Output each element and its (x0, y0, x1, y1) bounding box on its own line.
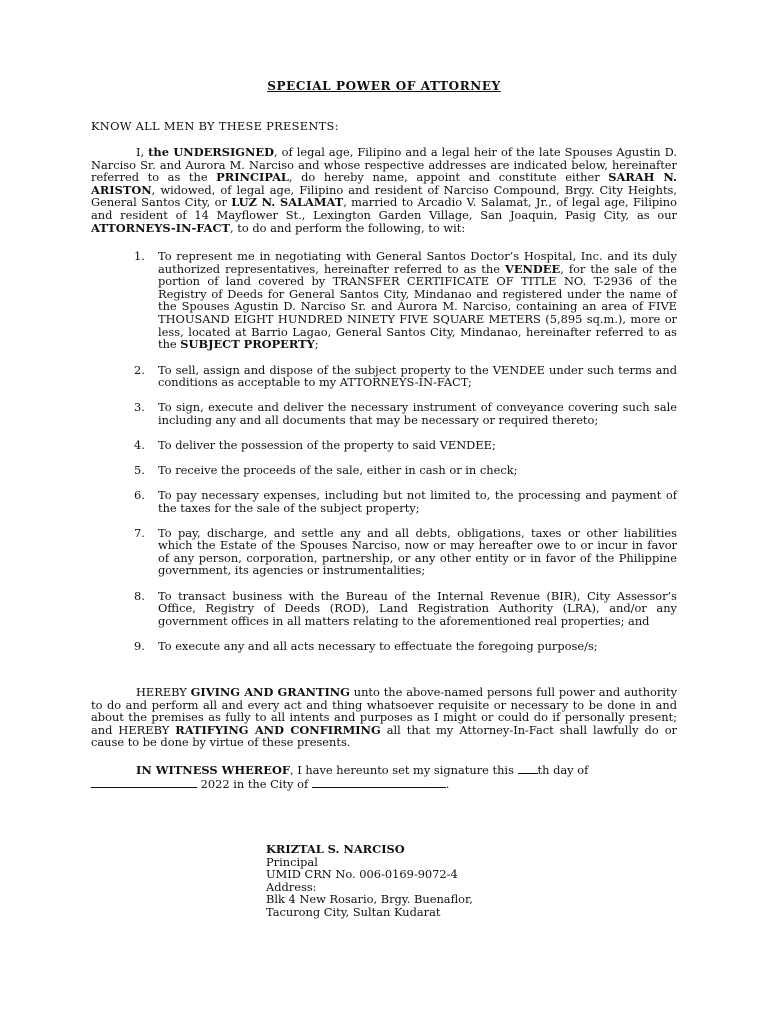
intro-text-2: , of legal age, Filipino and a legal heir of the late Spouses Agustin D. Narciso Sr. and Aurora M. Narciso and whose respective addresses are indicated below, hereinafter referred to as the (91, 145, 678, 185)
intro-principal: PRINCIPAL (216, 170, 289, 185)
signatory-name: KRIZTAL S. NARCISO (266, 842, 405, 856)
item-number: 7. (134, 525, 145, 540)
item-text: To deliver the possession of the property to said VENDEE; (158, 438, 496, 453)
hereby-ratifying-confirming: RATIFYING AND CONFIRMING (175, 722, 381, 737)
signatory-umid: UMID CRN No. 006-0169-9072-4 (266, 867, 458, 882)
item-text: To execute any and all acts necessary to effectuate the foregoing purpose/s; (158, 638, 598, 653)
intro-text-3: , do hereby name, appoint and constitute either (288, 170, 609, 185)
intro-paragraph (91, 146, 677, 234)
month-blank (91, 777, 197, 788)
hereby-paragraph (91, 686, 677, 749)
witness-text-3: 2022 in the City of (197, 776, 312, 791)
item-number: 1. (134, 249, 145, 263)
hereby-giving-granting: GIVING AND GRANTING (190, 685, 350, 699)
list-item (134, 590, 677, 628)
list-item (134, 464, 677, 477)
witness-text-2: th day of (537, 763, 589, 777)
item-text: To sell, assign and dispose of the subject property to the VENDEE under such terms and conditions as acceptable to my ATTORNEYS-IN-FACT; (158, 362, 677, 390)
hereby-text-1: HEREBY (136, 685, 191, 699)
item-1-vendee: VENDEE (505, 261, 561, 276)
day-blank (518, 763, 538, 774)
hereby-text-3: all that my Attorney-In-Fact shall lawfully do or cause to be done by virtue of these presents. (91, 722, 677, 750)
list-item (134, 250, 677, 351)
intro-luz: LUZ N. SALAMAT (231, 195, 344, 210)
powers-list (134, 250, 677, 652)
item-number: 4. (134, 438, 145, 453)
witness-lead: IN WITNESS WHEREOF (136, 763, 290, 777)
document-title: SPECIAL POWER OF ATTORNEY (267, 79, 501, 93)
item-number: 2. (134, 362, 145, 377)
list-item (134, 439, 677, 452)
intro-sarah: SARAH N. ARISTON (91, 170, 677, 197)
city-blank (312, 777, 446, 788)
item-text: To transact business with the Bureau of the Internal Revenue (BIR), City Assessor’s Office, Registry of Deeds (ROD), Land Registration Authority (LRA), and/or any government offices in all matters relating to the aforementioned real properties; and (158, 588, 677, 629)
item-text: To receive the proceeds of the sale, either in cash or in check; (158, 462, 518, 477)
list-item (134, 640, 677, 653)
list-item (134, 364, 677, 389)
item-1-text-c: , for the sale of the portion of land covered by TRANSFER CERTIFICATE OF TITLE NO. T-2936 of the Registry of Deeds for General Santos City, Mindanao and registered under the name of the Spouses Agustin D. Narciso Sr. and Aurora M. Narciso, containing an area of FIVE THOUSAND EIGHT HUNDRED NINETY FIVE SQUARE METERS (5,895 sq.m.), more or less, located at Barrio Lagao, General Santos City, Mindanao, hereinafter referred to as the (158, 261, 677, 352)
list-item (134, 527, 677, 577)
item-1-subject-property: SUBJECT PROPERTY (180, 337, 315, 352)
item-1-text-a: To represent me in negotiating with General Santos Doctor’s Hospital, Inc. and its duly authorized representatives, hereinafter referred to as the (158, 249, 677, 276)
signatory-address-line-2: Tacurong City, Sultan Kudarat (266, 904, 441, 919)
list-item (134, 489, 677, 514)
signatory-address-line-1: Blk 4 New Rosario, Brgy. Buenaflor, (266, 892, 473, 907)
hereby-text-2: unto the above-named persons full power and authority to do and perform all and every act and thing whatsoever requisite or necessary to be done in and about the premises as fully to all intents and purposes as I might or could do if personally present; and HEREBY (91, 685, 678, 737)
intro-undersigned: the UNDERSIGNED (148, 145, 274, 159)
intro-text-5: , married to Arcadio V. Salamat, Jr., of legal age, Filipino and resident of 14 Mayflower St., Lexington Garden Village, San Joaquin, Pasig City, as our (91, 195, 677, 222)
witness-paragraph (91, 763, 677, 790)
item-text: To pay, discharge, and settle any and all debts, obligations, taxes or other liabilities which the Estate of the Spouses Narciso, now or may hereafter owe to or incur in favor of any person, corporation, partnership, or any other entity or in favor of the Philippine government, its agencies or instrumentalities; (158, 525, 677, 578)
item-number: 8. (134, 588, 145, 603)
signatory-role: Principal (266, 854, 318, 869)
item-1-text-d: ; (314, 337, 319, 352)
signatory-address-label: Address: (266, 879, 317, 894)
witness-text-4: . (445, 776, 450, 791)
list-item (134, 401, 677, 426)
item-number: 6. (134, 488, 145, 503)
item-number: 3. (134, 399, 145, 414)
intro-attorneys-in-fact: ATTORNEYS-IN-FACT (91, 220, 231, 235)
item-text: To pay necessary expenses, including but not limited to, the processing and payment of the taxes for the sale of the subject property; (158, 488, 677, 515)
intro-text-6: , to do and perform the following, to wit: (230, 220, 466, 235)
signature-block (266, 843, 566, 919)
item-number: 5. (134, 462, 145, 477)
item-text: To sign, execute and deliver the necessary instrument of conveyance covering such sale including any and all documents that may be necessary or required thereto; (158, 399, 677, 427)
know-all-heading: KNOW ALL MEN BY THESE PRESENTS: (91, 119, 339, 133)
item-number: 9. (134, 638, 145, 653)
intro-text-1: I, (136, 145, 149, 159)
intro-text-4: , widowed, of legal age, Filipino and resident of Narciso Compound, Brgy. City Heights, General Santos City, or (91, 182, 677, 210)
witness-text-1: , I have hereunto set my signature this (289, 763, 518, 777)
